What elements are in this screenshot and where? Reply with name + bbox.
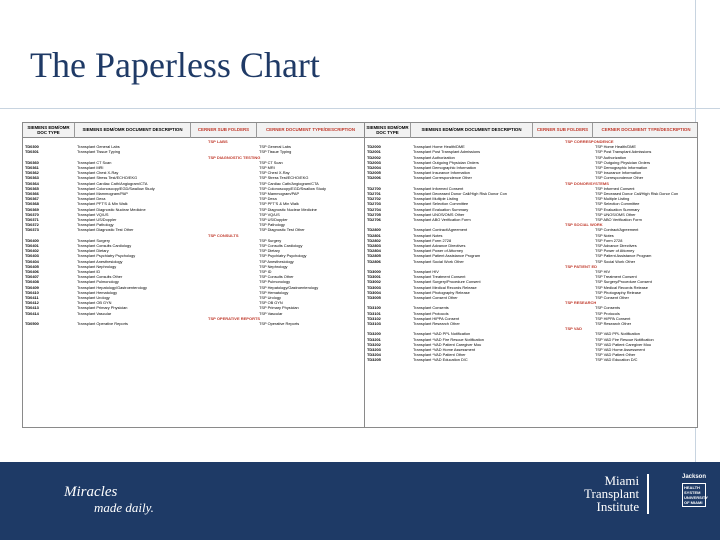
doc-type-cell: TD0360 — [25, 159, 39, 165]
doc-type-cell: TD2004 — [367, 165, 381, 170]
doc-description-cell: Transplant Deceased Donor Call/High Risk Donor Con — [413, 191, 507, 196]
type-description-cell: TSP Urology — [259, 295, 281, 300]
doc-type-cell: TD0369 — [25, 206, 39, 212]
type-description-cell: TSP HIPPA Consent — [595, 315, 631, 321]
doc-type-cell: TD0363 — [25, 175, 39, 181]
group-label: TSP SOCIAL WORK — [565, 222, 603, 228]
doc-description-cell: Transplant Selection Committee — [413, 201, 469, 207]
tagline-line-1: Miracles — [64, 484, 118, 500]
type-description-cell: TSP Pulmonology — [259, 279, 291, 285]
doc-type-cell: TD2806 — [367, 258, 381, 264]
slide-title: The Paperless Chart — [30, 45, 320, 85]
type-description-cell: TSP Tissue Typing — [259, 149, 292, 155]
doc-description-cell: Transplant Dexa — [77, 196, 106, 202]
decorative-horizontal-rule — [0, 108, 720, 109]
doc-type-cell: TD3103 — [367, 321, 381, 326]
type-description-cell: TSP Nephrology — [259, 263, 288, 269]
doc-description-cell: Transplant Urology — [77, 295, 110, 300]
doc-description-cell: Transplant Photography Release — [413, 289, 470, 295]
doc-type-cell: TD2702 — [367, 196, 381, 202]
type-description-cell: TSP VAD Patient Caregiver Mou — [595, 341, 652, 347]
doc-description-cell: Transplant Diagnostic Test Other — [77, 227, 134, 233]
type-description-cell: TSP OB GYN — [259, 300, 283, 306]
doc-type-cell: TD3003 — [367, 284, 381, 290]
type-description-cell: TSP Evaluation Summary — [595, 206, 640, 212]
doc-type-cell: TD3001 — [367, 274, 381, 280]
doc-type-cell: TD3004 — [367, 289, 381, 295]
type-description-cell: TSP Consent Other — [595, 295, 629, 300]
miracles-tagline — [64, 484, 154, 516]
doc-type-cell: TD2701 — [367, 191, 381, 196]
type-description-cell: TSP Consults Cardiology — [259, 243, 303, 248]
type-description-cell: TSP Form 2728 — [595, 237, 623, 243]
type-description-cell: TSP VAD Fire Rescue Notification — [595, 336, 654, 342]
document-mapping-table — [22, 122, 698, 428]
type-description-cell: TSP Primary Physician — [259, 305, 299, 311]
table-row — [23, 321, 364, 326]
doc-type-cell: TD3201 — [367, 336, 381, 342]
doc-type-cell: TD0373 — [25, 227, 39, 233]
doc-type-cell: TD3102 — [367, 315, 381, 321]
doc-type-cell: TD0301 — [25, 149, 39, 155]
type-description-cell: TSP VAD Patient Other — [595, 352, 636, 358]
doc-description-cell: Transplant MRI — [77, 165, 104, 170]
doc-description-cell: Transplant VQ/US — [77, 211, 109, 217]
doc-type-cell: TD0362 — [25, 170, 39, 176]
type-description-cell: TSP Diagnostic Test Other — [259, 227, 305, 233]
type-description-cell: TSP Photography Release — [595, 289, 641, 295]
type-description-cell: TSP Selection Committee — [595, 201, 640, 207]
doc-type-cell: TD3202 — [367, 341, 381, 347]
doc-description-cell: Transplant Dietary — [77, 248, 109, 254]
doc-description-cell: Transplant CT Scan — [77, 159, 112, 165]
type-description-cell: TSP Operative Reports — [259, 321, 300, 326]
table-right-half — [364, 123, 698, 427]
doc-description-cell: Transplant Demographic Information — [413, 165, 477, 170]
doc-description-cell: Transplant Power of Attorney — [413, 248, 464, 254]
group-label: TSP CORRESPONDENCE — [565, 139, 614, 144]
doc-type-cell: TD2706 — [367, 217, 381, 222]
miami-transplant-institute-logo — [584, 474, 639, 513]
table-row — [23, 311, 364, 316]
type-description-cell: TSP Cardiac Cath/Angiogram/CTA — [259, 180, 319, 186]
doc-description-cell: Transplant Outgoing Physician Orders — [413, 159, 479, 165]
type-description-cell: TSP Vascular — [259, 310, 283, 316]
type-description-cell: TSP Psychiatry Psychology — [259, 253, 307, 259]
doc-type-cell: TD2001 — [367, 149, 381, 155]
doc-type-cell: TD0409 — [25, 284, 39, 290]
doc-type-cell: TD3002 — [367, 279, 381, 285]
doc-type-cell: TD0361 — [25, 165, 39, 170]
doc-type-cell: TD0500 — [25, 321, 39, 326]
logo-line-3: Institute — [596, 499, 640, 514]
doc-type-cell: TD0366 — [25, 191, 39, 196]
logo-line-1: Miami — [604, 473, 640, 488]
type-description-cell: TSP VAD Home Assessment — [595, 347, 645, 352]
type-description-cell: TSP ID — [259, 269, 272, 274]
doc-description-cell: Transplant PFT'S & Min Walk — [77, 201, 128, 207]
doc-description-cell: Transplant Cardiac Cath/Angiogram/CTA — [77, 180, 148, 186]
jackson-logo — [682, 474, 709, 508]
doc-description-cell: Transplant Pathology — [77, 222, 114, 228]
type-description-cell: TSP Social Work Other — [595, 258, 636, 264]
table-row — [365, 217, 698, 222]
doc-description-cell: Transplant Authorization — [413, 154, 455, 160]
group-label: TSP LABS — [208, 139, 228, 144]
type-description-cell: TSP Anesthesiology — [259, 258, 294, 264]
doc-type-cell: TD0406 — [25, 269, 39, 274]
doc-description-cell: Transplant Surgery/Procedure Consent — [413, 279, 481, 285]
header-type-description: CERNER DOCUMENT TYPE/DESCRIPTION — [601, 127, 691, 133]
header-doc-type: SIEMENS EDM/OMR DOC TYPE — [365, 123, 411, 138]
doc-description-cell: Transplant Home Health/DME — [413, 144, 465, 150]
doc-description-cell: Transplant Informed Consent — [413, 185, 464, 191]
doc-type-cell: TD0368 — [25, 201, 39, 207]
table-row — [365, 357, 698, 362]
doc-type-cell: TD2805 — [367, 253, 381, 259]
doc-type-cell: TD0400 — [25, 237, 39, 243]
doc-description-cell: Transplant *VAD PPL Notification — [413, 331, 471, 337]
type-description-cell: TSP Pathology — [259, 222, 285, 228]
doc-type-cell: TD3005 — [367, 295, 381, 300]
doc-type-cell: TD2003 — [367, 159, 381, 165]
doc-description-cell: Transplant Chest X-Ray — [77, 170, 119, 176]
type-description-cell: TSP HIV — [595, 269, 611, 274]
doc-type-cell: TD0367 — [25, 196, 39, 202]
doc-description-cell: Transplant Primary Physician — [77, 305, 128, 311]
type-description-cell: TSP Correspondence Other — [595, 175, 644, 181]
doc-type-cell: TD0372 — [25, 222, 39, 228]
jackson-logo-subtitle: HEALTH SYSTEM UNIVERSITY OF MIAMI — [684, 485, 709, 505]
doc-description-cell: Transplant *VAD Education D/C — [413, 357, 468, 363]
doc-type-cell: TD2804 — [367, 248, 381, 254]
doc-type-cell: TD2000 — [367, 144, 381, 150]
type-description-cell: TSP MRI — [259, 165, 275, 170]
doc-description-cell: Transplant Advance Directives — [413, 243, 466, 248]
doc-description-cell: Transplant Insurance Information — [413, 170, 470, 176]
type-description-cell: TSP UNOS/OMS Other — [595, 211, 636, 217]
type-description-cell: TSP Power of Attorney — [595, 248, 635, 254]
type-description-cell: TSP Surgery/Procedure Consent — [595, 279, 652, 285]
group-label: TSP CONSULTS — [208, 232, 239, 238]
type-description-cell: TSP Dietary — [259, 248, 280, 254]
doc-description-cell: Transplant Contract/Agreement — [413, 227, 468, 233]
doc-description-cell: Transplant Hematology — [77, 289, 118, 295]
type-description-cell: TSP Stress Test/ECHO/EKG — [259, 175, 309, 181]
doc-type-cell: TD2703 — [367, 201, 381, 207]
logo-line-2: Transplant — [584, 486, 640, 501]
type-description-cell: TSP VAD PPL Notification — [595, 331, 640, 337]
doc-description-cell: Transplant Pulmonology — [77, 279, 119, 285]
doc-type-cell: TD0365 — [25, 185, 39, 191]
type-description-cell: TSP Protocols — [595, 310, 620, 316]
doc-type-cell: TD2800 — [367, 227, 381, 233]
doc-type-cell: TD3203 — [367, 347, 381, 352]
type-description-cell: TSP Mammogram/PAP — [259, 191, 300, 196]
doc-type-cell: TD2803 — [367, 243, 381, 248]
doc-description-cell: Transplant UNOS/OMS Other — [413, 211, 465, 217]
doc-description-cell: Transplant Tissue Typing — [77, 149, 121, 155]
doc-type-cell: TD0405 — [25, 263, 39, 269]
type-description-cell: TSP ABO Verification Form — [595, 217, 642, 222]
doc-type-cell: TD0413 — [25, 305, 39, 311]
doc-description-cell: Transplant Protocols — [413, 310, 449, 316]
doc-description-cell: Transplant Nephrology — [77, 263, 117, 269]
doc-type-cell: TD2801 — [367, 232, 381, 238]
doc-type-cell: TD2704 — [367, 206, 381, 212]
type-description-cell: TSP Notes — [595, 232, 614, 238]
table-header — [365, 123, 698, 138]
type-description-cell: TSP Contract/Agreement — [595, 227, 639, 233]
type-description-cell: TSP VQ/US — [259, 211, 280, 217]
doc-type-cell: TD2002 — [367, 154, 381, 160]
doc-description-cell: Transplant Hepatology/Gastroenterology — [77, 284, 147, 290]
type-description-cell: TSP CT Scan — [259, 159, 283, 165]
doc-type-cell: TD2006 — [367, 175, 381, 181]
type-description-cell: TSP PFT'S & Min Walk — [259, 201, 299, 207]
doc-description-cell: Transplant Research Other — [413, 321, 460, 326]
doc-description-cell: Transplant Psychiatry Psychology — [77, 253, 136, 259]
doc-description-cell: Transplant HIPPA Consent — [413, 315, 460, 321]
type-description-cell: TSP Consults Other — [259, 274, 294, 280]
table-row — [23, 149, 364, 154]
type-description-cell: TSP Hematology — [259, 289, 289, 295]
doc-description-cell: Transplant ABO Verification Form — [413, 217, 471, 222]
type-description-cell: TSP Outgoing Physician Orders — [595, 159, 651, 165]
table-row — [365, 321, 698, 326]
doc-description-cell: Transplant Evaluation Summary — [413, 206, 469, 212]
doc-type-cell: TD0364 — [25, 180, 39, 186]
doc-description-cell: Transplant HIV — [413, 269, 439, 274]
doc-type-cell: TD2700 — [367, 185, 381, 191]
doc-description-cell: Transplant *VAD Fire Rescue Notification — [413, 336, 484, 342]
doc-description-cell: Transplant Vascular — [77, 310, 112, 316]
doc-description-cell: Transplant Treatment Consent — [413, 274, 466, 280]
doc-description-cell: Transplant ID — [77, 269, 101, 274]
doc-type-cell: TD0412 — [25, 300, 39, 306]
doc-description-cell: Transplant *VAD Home Assessment — [413, 347, 476, 352]
doc-description-cell: Transplant Consent Other — [413, 295, 458, 300]
doc-description-cell: Transplant Consults Cardiology — [77, 243, 132, 248]
type-description-cell: TSP Consents — [595, 305, 621, 311]
table-row — [365, 259, 698, 264]
doc-description-cell: Transplant Surgery — [77, 237, 110, 243]
group-label: TSP RESEARCH — [565, 300, 597, 306]
type-description-cell: TSP VAD Education D/C — [595, 357, 638, 363]
doc-description-cell: Transplant Form 2728 — [413, 237, 452, 243]
type-description-cell: TSP Diagnostic Nuclear Medicine — [259, 206, 317, 212]
doc-type-cell: TD3100 — [367, 305, 381, 311]
type-description-cell: TSP Hepatology/Gastroenterology — [259, 284, 319, 290]
doc-type-cell: TD0408 — [25, 279, 39, 285]
logo-divider — [647, 474, 649, 514]
doc-type-cell: TD0401 — [25, 243, 39, 248]
type-description-cell: TSP Surgery — [259, 237, 282, 243]
doc-type-cell: TD0371 — [25, 217, 39, 222]
doc-description-cell: Transplant Post Transplant Admissions — [413, 149, 481, 155]
type-description-cell: TSP Deceased Donor Call/High Risk Donor Con — [595, 191, 679, 196]
type-description-cell: TSP Advance Directives — [595, 243, 637, 248]
doc-description-cell: Transplant Consults Other — [77, 274, 123, 280]
doc-type-cell: TD3200 — [367, 331, 381, 337]
type-description-cell: TSP Dexa — [259, 196, 277, 202]
doc-description-cell: Transplant Correspondence Other — [413, 175, 472, 181]
type-description-cell: TSP Insurance Information — [595, 170, 642, 176]
group-label: TSP PATIENT ED — [565, 263, 598, 269]
doc-description-cell: Transplant General Labs — [77, 144, 120, 150]
doc-type-cell: TD2005 — [367, 170, 381, 176]
doc-type-cell: TD0403 — [25, 253, 39, 259]
table-row — [23, 227, 364, 232]
doc-type-cell: TD0414 — [25, 310, 39, 316]
doc-description-cell: Transplant Anesthesiology — [77, 258, 123, 264]
group-label: TSP DONOR/SYSTEMS — [565, 180, 609, 186]
doc-type-cell: TD0404 — [25, 258, 39, 264]
jackson-logo-name: Jackson — [682, 474, 707, 480]
doc-description-cell: Transplant Consents — [413, 305, 449, 311]
type-description-cell: TSP General Labs — [259, 144, 291, 150]
doc-description-cell: Transplant Patient Assistance Program — [413, 253, 481, 259]
doc-description-cell: Transplant Colonoscopy/EGD/Swallow Study — [77, 185, 155, 191]
doc-description-cell: Transplant Operative Reports — [77, 321, 128, 326]
header-doc-description: SIEMENS EDM/OMR DOCUMENT DESCRIPTION — [75, 123, 191, 138]
doc-description-cell: Transplant Multiple Listing — [413, 196, 459, 202]
doc-type-cell: TD2802 — [367, 237, 381, 243]
doc-type-cell: TD3101 — [367, 310, 381, 316]
doc-type-cell: TD3204 — [367, 352, 381, 358]
type-description-cell: TSP Home Health/DME — [595, 144, 637, 150]
type-description-cell: TSP Research Other — [595, 321, 632, 326]
doc-description-cell: Transplant Medical Records Release — [413, 284, 477, 290]
doc-type-cell: TD0300 — [25, 144, 39, 150]
doc-description-cell: Transplant Mammogram/PAP — [77, 191, 128, 196]
group-label: TSP OPERATIVE REPORTS — [208, 315, 261, 321]
doc-type-cell: TD2705 — [367, 211, 381, 217]
doc-description-cell: Transplant Diagnostic Nuclear Medicine — [77, 206, 146, 212]
doc-description-cell: Transplant *VAD Patient Caregiver Mou — [413, 341, 482, 347]
tagline-line-2: made daily. — [94, 500, 154, 515]
table-row — [365, 175, 698, 180]
type-description-cell: TSP Multiple Listing — [595, 196, 630, 202]
table-left-half — [23, 123, 364, 427]
type-description-cell: TSP Demographic Information — [595, 165, 648, 170]
doc-description-cell: Transplant Notes — [413, 232, 443, 238]
type-description-cell: TSP Chest X-Ray — [259, 170, 290, 176]
type-description-cell: TSP Patient Assistance Program — [595, 253, 652, 259]
doc-type-cell: TD0402 — [25, 248, 39, 254]
type-description-cell: TSP Post Transplant Admissions — [595, 149, 652, 155]
header-doc-type: SIEMENS EDM/OMR DOC TYPE — [23, 123, 75, 138]
header-sub-folders: CERNER SUB FOLDERS — [191, 123, 257, 138]
group-label: TSP VAD — [565, 326, 582, 332]
type-description-cell: TSP Authorization — [595, 154, 627, 160]
type-description-cell: TSP Informed Consent — [595, 185, 635, 191]
doc-description-cell: Transplant US/Doppler — [77, 217, 117, 222]
type-description-cell: TSP Colonoscopy/EGD/Swallow Study — [259, 185, 326, 191]
doc-type-cell: TD3000 — [367, 269, 381, 274]
doc-type-cell: TD0410 — [25, 289, 39, 295]
doc-type-cell: TD0370 — [25, 211, 39, 217]
group-label: TSP DIAGNOSTIC TESTING — [208, 154, 261, 160]
doc-type-cell: TD0407 — [25, 274, 39, 280]
doc-type-cell: TD0411 — [25, 295, 39, 300]
doc-type-cell: TD3205 — [367, 357, 381, 363]
doc-description-cell: Transplant Social Work Other — [413, 258, 464, 264]
header-sub-folders: CERNER SUB FOLDERS — [533, 123, 593, 138]
type-description-cell: TSP Treatment Consent — [595, 274, 637, 280]
header-doc-description: SIEMENS EDM/OMR DOCUMENT DESCRIPTION — [411, 123, 533, 138]
doc-description-cell: Transplant Stress Test/ECHO/EKG — [77, 175, 138, 181]
doc-description-cell: Transplant OB GYN — [77, 300, 112, 306]
type-description-cell: TSP US/Doppler — [259, 217, 288, 222]
doc-description-cell: Transplant *VAD Patient Other — [413, 352, 466, 358]
type-description-cell: TSP Medical Records Release — [595, 284, 648, 290]
header-type-description: CERNER DOCUMENT TYPE/DESCRIPTION — [265, 127, 356, 133]
table-header — [23, 123, 364, 138]
table-row — [365, 295, 698, 300]
